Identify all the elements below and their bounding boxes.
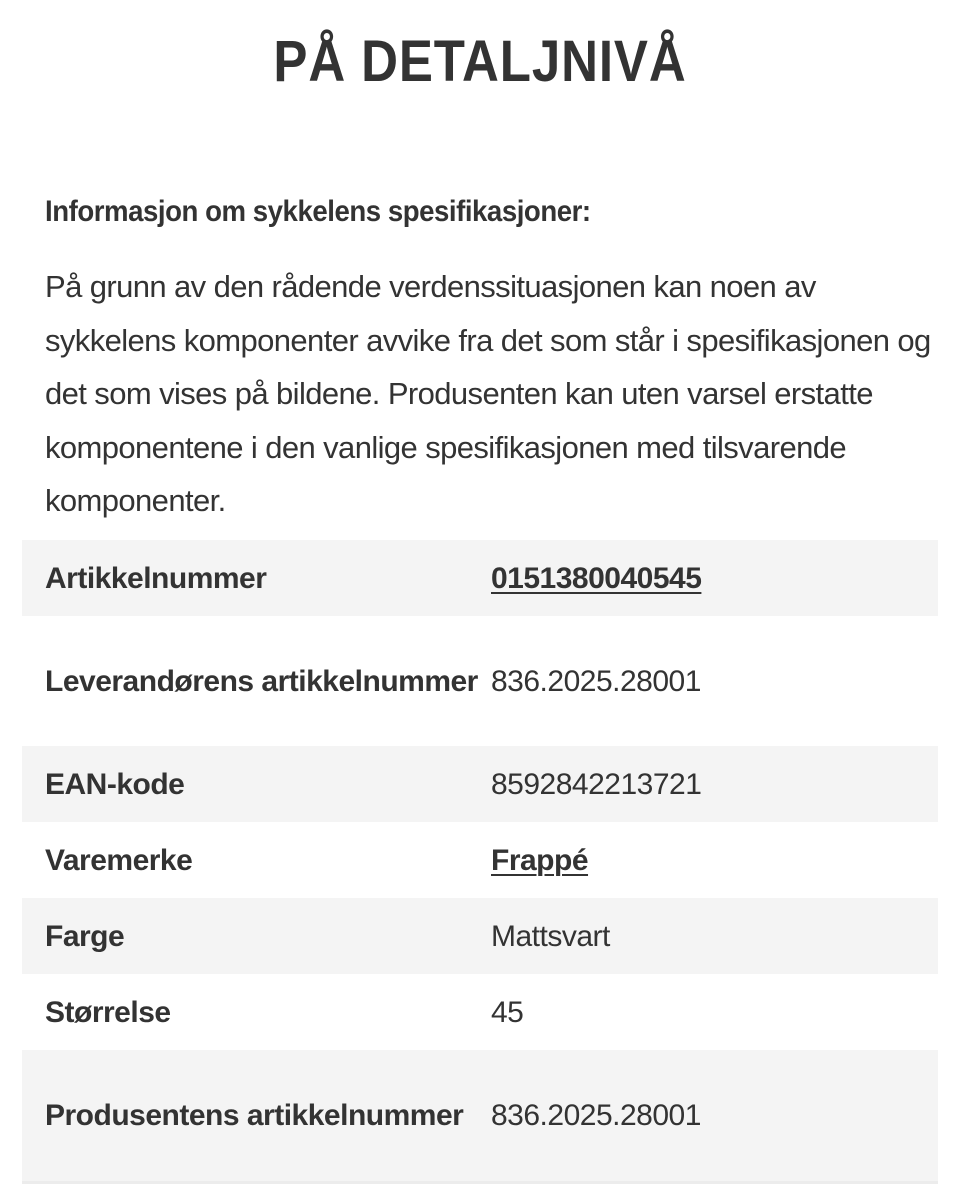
- table-row-ean-code: [22, 746, 938, 822]
- table-row-brand: [22, 822, 938, 898]
- row-value: 836.2025.28001: [491, 664, 701, 698]
- page-title: PÅ DETALJNIVÅ: [273, 29, 687, 94]
- row-value: 836.2025.28001: [491, 1050, 938, 1182]
- spec-info-heading: Informasjon om sykkelens spesifikasjoner:: [45, 195, 591, 228]
- row-label: EAN-kode: [22, 746, 491, 822]
- row-value: Mattsvart: [491, 898, 938, 974]
- row-value: 45: [491, 995, 524, 1029]
- brand-link[interactable]: Frappé: [491, 843, 589, 877]
- table-row-size: [22, 974, 938, 1050]
- row-label: Størrelse: [45, 995, 171, 1029]
- row-value: 8592842213721: [491, 746, 938, 822]
- spec-table: [22, 540, 938, 1184]
- table-row-supplier-article-number: [22, 616, 938, 746]
- table-row-color: [22, 898, 938, 974]
- table-row-article-number: [22, 540, 938, 616]
- row-value: [491, 822, 938, 898]
- article-number-link[interactable]: 0151380040545: [491, 561, 702, 595]
- row-label: Varemerke: [45, 843, 193, 877]
- row-value: [491, 540, 938, 616]
- row-label: Farge: [22, 898, 491, 974]
- spec-info-description: På grunn av den rådende verdenssituasjonen kan noen av sykkelens komponenter avvike fra det som står i spesifikasjonen og det som vises på bildene. Produsenten kan uten varsel erstatte komponentene i den vanlige spesifikasjonen med tilsvarende komponenter.: [45, 269, 931, 518]
- row-label: Produsentens artikkelnummer: [22, 1050, 491, 1182]
- row-label: Leverandørens artikkelnummer: [45, 664, 478, 698]
- table-row-manufacturer-article-number: [22, 1050, 938, 1182]
- row-label: Artikkelnummer: [22, 540, 491, 616]
